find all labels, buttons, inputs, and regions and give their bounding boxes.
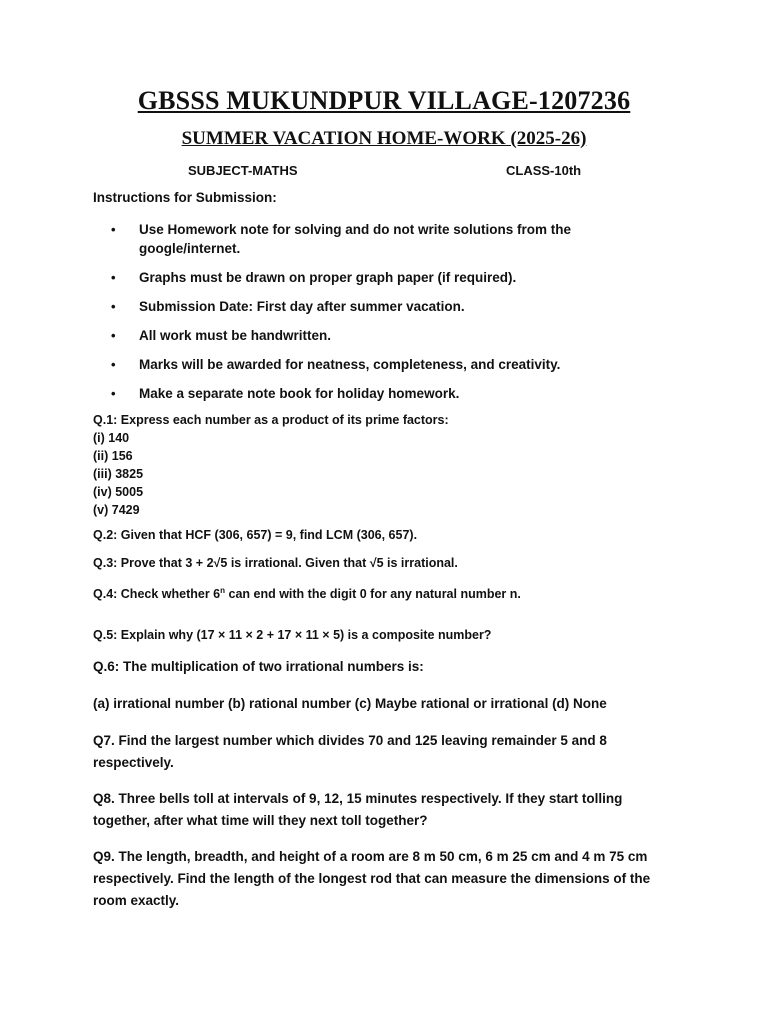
instruction-text: Marks will be awarded for neatness, completeness, and creativity. [139, 357, 561, 372]
question-part: (v) 7429 [93, 503, 140, 517]
question-7: Q7. Find the largest number which divides 70 and 125 leaving remainder 5 and 8 respectively. [93, 733, 607, 770]
question-6: Q.6: The multiplication of two irrational numbers is: [93, 659, 424, 674]
question-4 [93, 582, 521, 603]
question-3: Q.3: Prove that 3 + 2√5 is irrational. Given that √5 is irrational. [93, 556, 458, 570]
bullet-icon: • [111, 357, 116, 372]
instruction-text: Use Homework note for solving and do not write solutions from the google/internet. [139, 222, 572, 256]
list-item [111, 384, 631, 403]
instructions-heading: Instructions for Submission: [93, 190, 277, 205]
list-item [111, 326, 631, 345]
bullet-icon: • [111, 270, 116, 285]
question-2: Q.2: Given that HCF (306, 657) = 9, find LCM (306, 657). [93, 528, 418, 542]
bullet-icon: • [111, 222, 116, 237]
list-item [111, 355, 631, 374]
bullet-icon: • [111, 328, 116, 343]
question-6-options: (a) irrational number (b) rational number (c) Maybe rational or irrational (d) None [93, 696, 607, 711]
instruction-text: Make a separate note book for holiday homework. [139, 386, 460, 401]
question-text: Q.4: Check whether 6 [93, 587, 221, 602]
question-5: Q.5: Explain why (17 × 11 × 2 + 17 × 11 × 5) is a composite number? [93, 628, 492, 642]
exponent: n [220, 586, 226, 595]
class-label: CLASS-10th [506, 163, 582, 178]
subject-label: SUBJECT-MATHS [188, 163, 298, 178]
instructions-list [111, 220, 631, 413]
list-item [111, 297, 631, 316]
instruction-text: All work must be handwritten. [139, 328, 332, 343]
instruction-text: Submission Date: First day after summer vacation. [139, 299, 465, 314]
bullet-icon: • [111, 386, 116, 401]
question-part: (i) 140 [93, 431, 130, 445]
question-part: (iii) 3825 [93, 467, 144, 481]
question-9: Q9. The length, breadth, and height of a room are 8 m 50 cm, 6 m 25 cm and 4 m 75 cm respectively. Find the length of the longest rod that can measure the dimensions of the room exactly. [93, 849, 651, 908]
question-text: can end with the digit 0 for any natural number n. [225, 587, 521, 602]
document-title: SUMMER VACATION HOME-WORK (2025-26) [181, 128, 587, 149]
question-text: Q.1: Express each number as a product of its prime factors: [93, 413, 449, 427]
list-item [111, 220, 631, 258]
question-1 [93, 411, 449, 519]
bullet-icon: • [111, 299, 116, 314]
question-part: (ii) 156 [93, 449, 133, 463]
instruction-text: Graphs must be drawn on proper graph paper (if required). [139, 270, 517, 285]
list-item [111, 268, 631, 287]
question-8: Q8. Three bells toll at intervals of 9, 12, 15 minutes respectively. If they start tolling together, after what time will they next toll together? [93, 791, 623, 828]
school-title: GBSSS MUKUNDPUR VILLAGE-1207236 [137, 86, 631, 115]
question-part: (iv) 5005 [93, 485, 144, 499]
